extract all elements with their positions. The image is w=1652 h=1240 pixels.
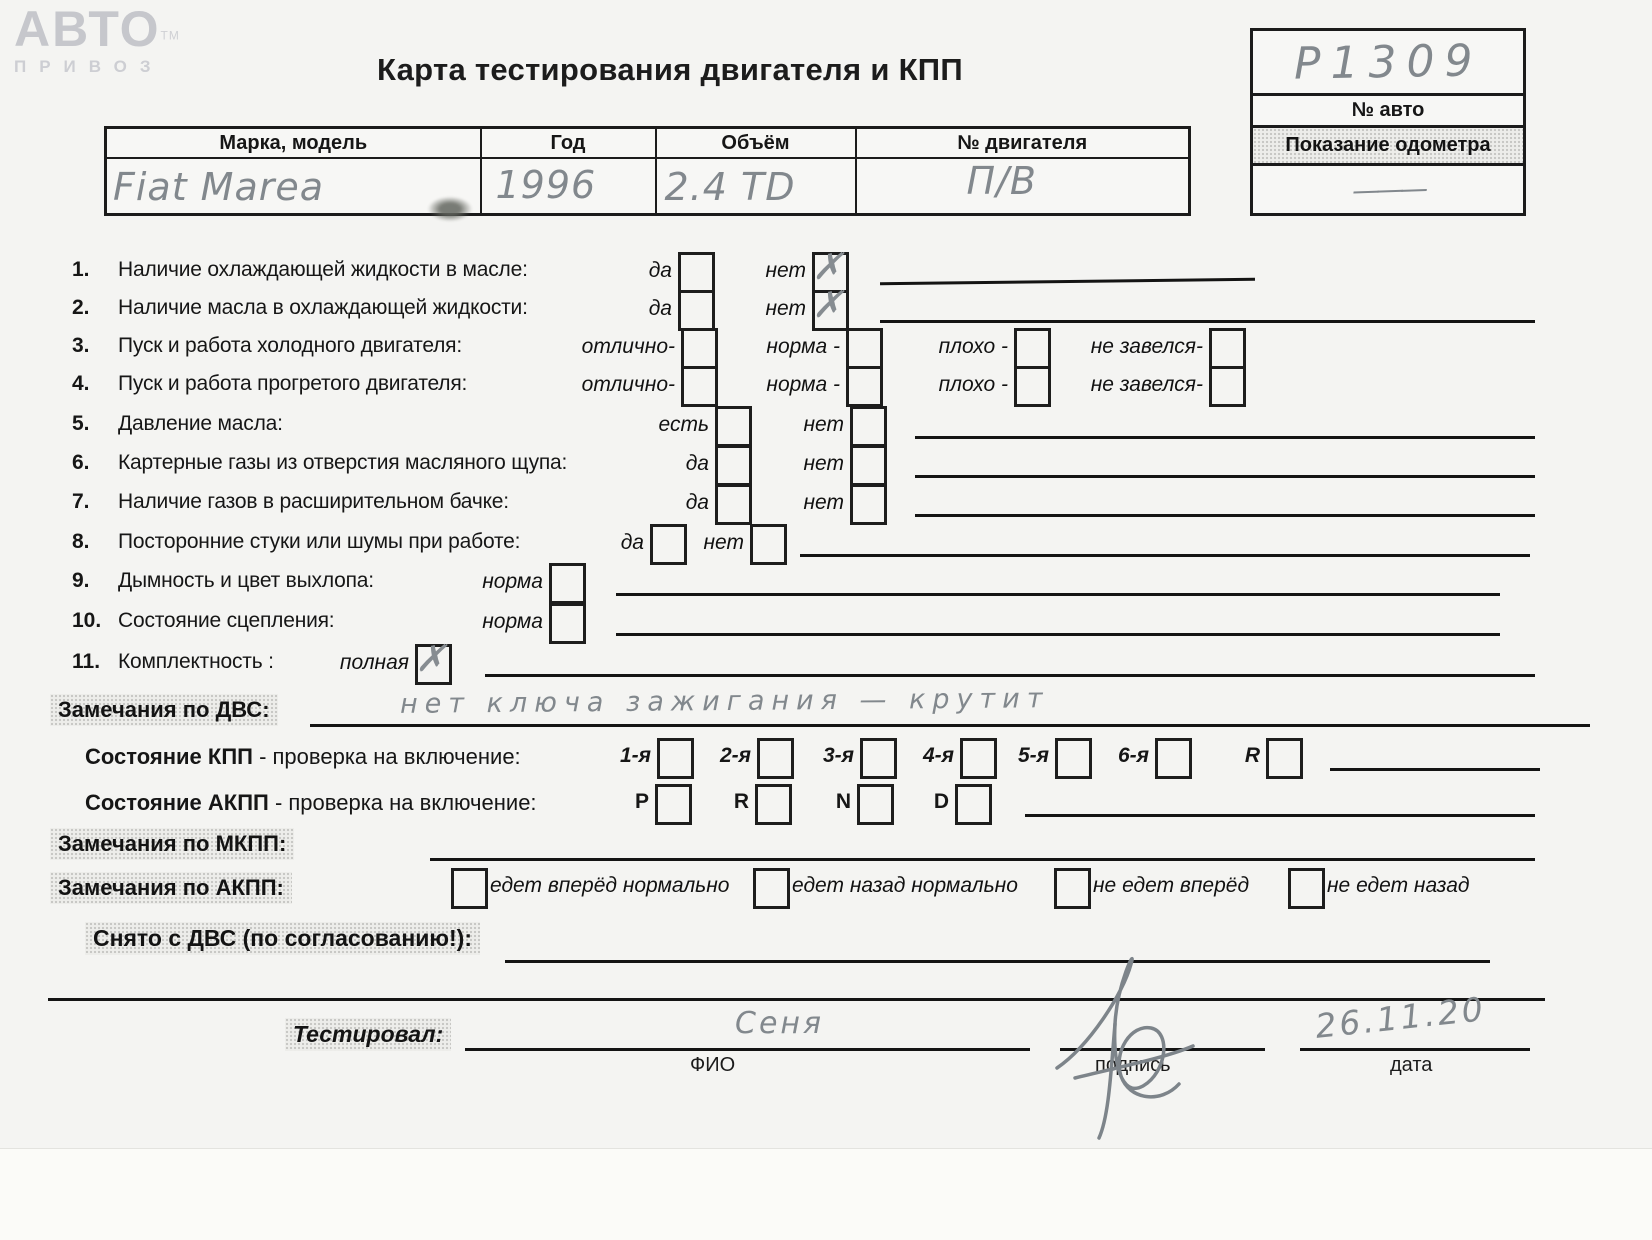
cell-engine-number (856, 158, 1190, 215)
engine-number-handwritten: П/В (966, 159, 1037, 203)
gear-checkbox-5 (1055, 738, 1092, 779)
option-label-excellent: отлично- (581, 335, 675, 358)
gear-label-4: 4-я (922, 744, 954, 767)
gear-label-5: 5-я (1017, 744, 1049, 767)
date-line (1300, 1048, 1530, 1051)
blank-line (915, 436, 1535, 439)
gearbox-check-label-bold: Состояние КПП (85, 744, 253, 769)
option-label-normal: норма - (766, 335, 840, 358)
option-label-bad: плохо - (938, 335, 1008, 358)
checkbox-normal (549, 603, 586, 644)
brand-logo-subtext: ПРИВОЗ (14, 57, 164, 76)
checkbox-no-start (1209, 366, 1246, 407)
vehicle-table-value-row (106, 158, 1190, 215)
item-row-3 (0, 328, 1652, 366)
option-label-yes: да (685, 491, 709, 514)
ink-smudge (425, 195, 475, 223)
gear-label-p: P (634, 790, 649, 813)
signature-icon (1045, 950, 1230, 1140)
option-label-no: нет (803, 491, 844, 514)
gearbox-check-label (85, 744, 521, 770)
option-label-no-forward: не едет вперёд (1093, 874, 1250, 897)
blank-line (310, 724, 1590, 727)
checkbox-complete (415, 638, 452, 685)
option-label-no: нет (803, 452, 844, 475)
trademark-mark: TM (160, 28, 180, 43)
engine-remarks-row (0, 683, 1652, 734)
checkbox-no (750, 524, 787, 565)
blank-line (430, 858, 1535, 861)
item-number: 3. (72, 334, 90, 357)
item-label: Состояние сцепления: (118, 609, 335, 632)
tester-name-handwritten: Сеня (735, 1006, 825, 1041)
footer-row (0, 989, 1652, 1082)
gearbox-check-row (0, 738, 1652, 776)
item-label: Наличие охлаждающей жидкости в масле: (118, 258, 528, 281)
vehicle-table-header-row (106, 128, 1190, 159)
gear-checkbox-r (755, 784, 792, 825)
blank-line (616, 593, 1500, 596)
item-label: Давление масла: (118, 412, 283, 435)
car-number-label: № авто (1253, 93, 1523, 125)
gear-label-r: R (733, 790, 749, 813)
date-handwritten: 26.11.20 (1313, 989, 1488, 1046)
item-number: 7. (72, 490, 90, 513)
blank-line (1330, 768, 1540, 771)
engine-remarks-label: Замечания по ДВС: (50, 694, 278, 726)
gear-checkbox-d (955, 784, 992, 825)
gear-label-6: 6-я (1117, 744, 1149, 767)
option-label-normal: норма - (766, 373, 840, 396)
checkbox-no (850, 484, 887, 525)
item-label: Наличие газов в расширительном бачке: (118, 490, 509, 513)
signature-caption: подпись (1095, 1054, 1171, 1076)
blank-line (880, 278, 1255, 286)
odometer-label: Показание одометра (1253, 125, 1523, 163)
blank-line (616, 633, 1500, 636)
item-row-9 (0, 563, 1652, 601)
brand-logo-text: АВТО (14, 1, 161, 57)
item-label: Посторонние стуки или шумы при работе: (118, 530, 521, 553)
blank-line (800, 554, 1530, 557)
item-number: 1. (72, 258, 90, 281)
option-label-yes: да (648, 297, 672, 320)
checkbox-normal (549, 563, 586, 604)
option-label-normal: норма (482, 610, 543, 633)
cell-volume (656, 158, 856, 215)
automatic-gearbox-check-row (0, 784, 1652, 822)
manual-gearbox-remarks-row (0, 826, 1652, 868)
item-number: 6. (72, 451, 90, 474)
option-label-no-start: не завелся- (1090, 335, 1203, 358)
removed-from-engine-label: Снято с ДВС (по согласованию!): (85, 922, 480, 955)
gear-checkbox-2 (757, 738, 794, 779)
option-label-excellent: отлично- (581, 373, 675, 396)
header-volume: Объём (656, 128, 856, 159)
gear-label-3: 3-я (822, 744, 854, 767)
checkbox-yes (678, 290, 715, 331)
checkbox-no (850, 406, 887, 447)
blank-line (880, 320, 1535, 323)
divider-line (48, 998, 1545, 1001)
item-number: 8. (72, 530, 90, 553)
gear-checkbox-p (655, 784, 692, 825)
checkbox-present (715, 406, 752, 447)
item-row-10 (0, 603, 1652, 641)
item-label: Картерные газы из отверстия масляного щупа: (118, 451, 568, 474)
brand-logo (14, 1, 180, 76)
gear-label-n: N (835, 790, 851, 813)
odometer-handwritten-dash: ——— (1351, 171, 1425, 208)
item-number: 2. (72, 296, 90, 319)
gear-checkbox-4 (960, 738, 997, 779)
blank-line (485, 674, 1535, 677)
checkbox-yes (715, 484, 752, 525)
tested-by-label: Тестировал: (285, 1018, 451, 1051)
gear-label-2: 2-я (719, 744, 751, 767)
blank-line (1025, 814, 1535, 817)
blank-line (505, 960, 1490, 963)
gear-checkbox-3 (860, 738, 897, 779)
checkbox-no-start (1209, 328, 1246, 369)
item-number: 5. (72, 412, 90, 435)
odometer-field (1253, 163, 1523, 213)
header-year: Год (481, 128, 656, 159)
option-label-yes: да (620, 531, 644, 554)
item-row-7 (0, 484, 1652, 522)
check-mark: ✗ (415, 638, 447, 679)
item-number: 9. (72, 569, 90, 592)
item-row-11 (0, 638, 1652, 682)
option-label-bad: плохо - (938, 373, 1008, 396)
item-row-8 (0, 524, 1652, 562)
checkbox-drives-forward-ok (451, 868, 488, 909)
gear-label-reverse: R (1244, 744, 1260, 767)
item-label: Наличие масла в охлаждающей жидкости: (118, 296, 528, 319)
checkbox-excellent (681, 366, 718, 407)
checkbox-no (850, 445, 887, 486)
item-row-4 (0, 366, 1652, 404)
blank-line (915, 475, 1535, 478)
option-label-no: нет (765, 259, 806, 282)
cell-year (481, 158, 656, 215)
option-label-normal: норма (482, 570, 543, 593)
option-label-no-backward: не едет назад (1327, 874, 1470, 897)
checkbox-bad (1014, 328, 1051, 369)
manual-gearbox-remarks-label: Замечания по МКПП: (50, 828, 294, 860)
car-number-box (1250, 28, 1526, 216)
check-mark: ✗ (812, 246, 844, 287)
item-label: Пуск и работа прогретого двигателя: (118, 372, 468, 395)
item-number: 4. (72, 372, 90, 395)
header-make-model: Марка, модель (106, 128, 481, 159)
checkbox-normal (846, 366, 883, 407)
item-row-6 (0, 445, 1652, 483)
gear-checkbox-reverse (1266, 738, 1303, 779)
checkbox-excellent (681, 328, 718, 369)
engine-remarks-handwritten: нет ключа зажигания — крутит (399, 683, 1050, 720)
item-label: Пуск и работа холодного двигателя: (118, 334, 462, 357)
checkbox-no-backward (1288, 868, 1325, 909)
automatic-gearbox-check-label-rest: - проверка на включение: (268, 790, 537, 815)
gearbox-check-label-rest: - проверка на включение: (252, 744, 521, 769)
option-label-no: нет (703, 531, 744, 554)
vehicle-table (104, 126, 1191, 216)
item-number: 10. (72, 609, 102, 632)
option-label-present: есть (658, 413, 709, 436)
item-row-2 (0, 284, 1652, 328)
check-mark: ✗ (812, 284, 844, 325)
checkbox-yes (678, 252, 715, 293)
item-label: Дымность и цвет выхлопа: (118, 569, 374, 592)
gear-checkbox-n (857, 784, 894, 825)
automatic-gearbox-check-label (85, 790, 537, 816)
item-label: Комплектность : (118, 650, 274, 673)
automatic-gearbox-check-label-bold: Состояние АКПП (85, 790, 269, 815)
page-title: Карта тестирования двигателя и КПП (377, 52, 963, 87)
option-label-yes: да (685, 452, 709, 475)
checkbox-normal (846, 328, 883, 369)
option-label-no-start: не завелся- (1090, 373, 1203, 396)
fio-line (465, 1048, 1030, 1051)
option-label-no: нет (765, 297, 806, 320)
option-label-yes: да (648, 259, 672, 282)
gear-checkbox-6 (1155, 738, 1192, 779)
checkbox-bad (1014, 366, 1051, 407)
gear-checkbox-1 (657, 738, 694, 779)
gear-label-1: 1-я (619, 744, 651, 767)
automatic-gearbox-remarks-row (0, 864, 1652, 912)
item-row-5 (0, 406, 1652, 444)
blank-line (915, 514, 1535, 517)
year-handwritten: 1996 (495, 163, 597, 207)
car-number-handwritten: Р1309 (1293, 34, 1483, 90)
item-number: 11. (72, 650, 101, 673)
date-caption: дата (1390, 1054, 1433, 1076)
removed-from-engine-row (0, 920, 1652, 968)
gear-label-d: D (933, 790, 949, 813)
option-label-complete: полная (339, 651, 409, 674)
checkbox-no (812, 284, 849, 331)
checkbox-no-forward (1054, 868, 1091, 909)
fio-caption: ФИО (690, 1054, 736, 1076)
automatic-gearbox-remarks-label: Замечания по АКПП: (50, 872, 292, 904)
make-model-handwritten: Fiat Marea (113, 165, 325, 209)
option-label-drives-backward-ok: едет назад нормально (792, 874, 1018, 897)
volume-handwritten: 2.4 TD (664, 165, 796, 209)
cell-make-model (106, 158, 481, 215)
option-label-drives-forward-ok: едет вперёд нормально (490, 874, 730, 897)
checkbox-yes (715, 445, 752, 486)
checkbox-drives-backward-ok (753, 868, 790, 909)
header-engine-number: № двигателя (856, 128, 1190, 159)
paper-bottom-edge (0, 1148, 1652, 1240)
option-label-no: нет (803, 413, 844, 436)
